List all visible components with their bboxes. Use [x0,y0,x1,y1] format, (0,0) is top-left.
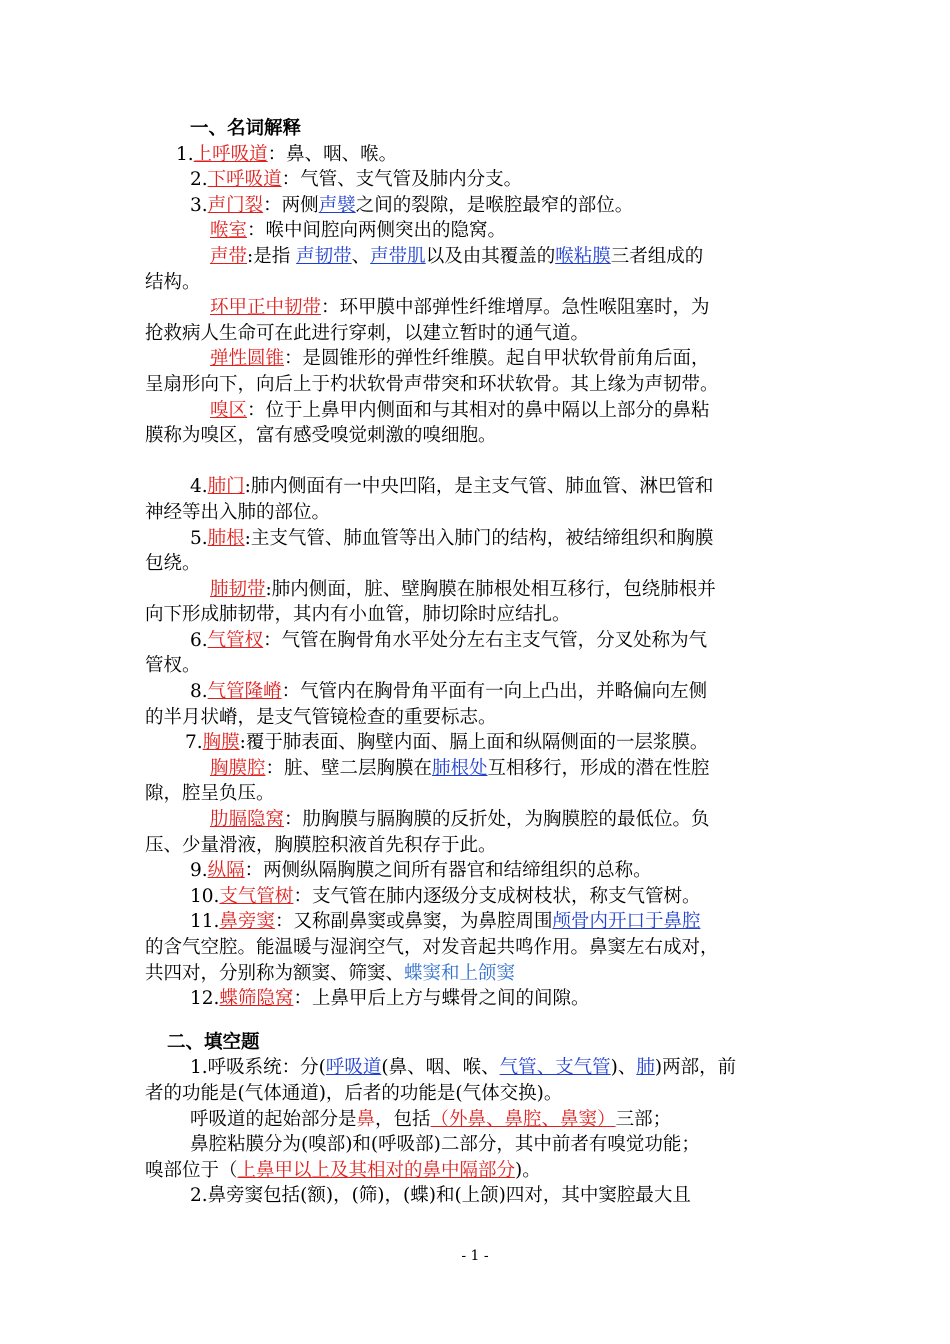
term-lung-root-link: 肺根处 [432,757,488,779]
definition-line: 膜称为嗅区，富有感受嗅觉刺激的嗅细胞。 [145,425,497,447]
definition-line: 的半月状嵴，是支气管镜检查的重要标志。 [145,706,497,728]
definition-line: 5.肺根:主支气管、肺血管等出入肺门的结构，被结缔组织和胸膜 [190,527,714,549]
definition-line: 管杈。 [145,655,201,677]
fill-in-line: 鼻腔粘膜分为(嗅部)和(呼吸部)二部分，其中前者有嗅觉功能； [190,1134,700,1156]
fill-in-line: 1.呼吸系统：分(呼吸道(鼻、咽、喉、气管、支气管)、肺)两部，前 [190,1057,737,1079]
answer-olfactory-location: 上鼻甲以上及其相对的鼻中隔部分 [237,1159,516,1181]
term-hilum-of-lung: 肺门 [207,476,245,498]
term-costodiaphragmatic-recess: 肋膈隐窝 [210,809,285,831]
definition-line: 的含气空腔。能温暖与湿润空气，对发音起共鸣作用。鼻窦左右成对， [145,937,719,958]
definition-line: 4.肺门:肺内侧面有一中央凹陷，是主支气管、肺血管、淋巴管和 [190,476,714,498]
definition-line: 环甲正中韧带：环甲膜中部弹性纤维增厚。急性喉阻塞时，为 [210,297,710,319]
term-pleural-cavity: 胸膜腔 [210,757,266,779]
definition-line: 声带:是指 声韧带、声带肌以及由其覆盖的喉粘膜三者组成的 [210,245,704,267]
fill-in-line: 呼吸道的起始部分是鼻，包括（外鼻、鼻腔、鼻窦）三部； [190,1108,672,1130]
definition-line: 弹性圆锥：是圆锥形的弹性纤维膜。起自甲状软骨前角后面， [210,348,710,370]
definition-line: 呈扇形向下，向后上于杓状软骨声带突和环状软骨。其上缘为声韧带。 [145,373,719,395]
definition-line: 6.气管杈：气管在胸骨角水平处分左右主支气管，分叉处称为气 [190,629,708,651]
definition-line: 喉室：喉中间腔向两侧突出的隐窝。 [210,220,507,242]
definition-line: 12.蝶筛隐窝：上鼻甲后上方与蝶骨之间的间隙。 [190,988,590,1010]
section-heading-definitions: 一、名词解释 [190,118,302,139]
fill-in-line: 嗅部位于（上鼻甲以上及其相对的鼻中隔部分)。 [145,1159,541,1181]
fill-in-line: 2.鼻旁窦包括(额)，(筛)，(蝶)和(上颌)四对，其中窦腔最大且 [190,1185,691,1207]
definition-line: 抢救病人生命可在此进行穿刺，以建立暂时的通气道。 [145,322,590,344]
term-sphenoid-maxillary: 蝶窦和上颌窦 [404,962,516,984]
definition-line: 7.胸膜:覆于肺表面、胸壁内面、膈上面和纵隔侧面的一层浆膜。 [185,732,709,754]
definition-line: 肋膈隐窝：肋胸膜与膈胸膜的反折处，为胸膜腔的最低位。负 [210,809,710,831]
definition-line: 向下形成肺韧带，其内有小血管，肺切除时应结扎。 [145,604,571,626]
term-lower-airway: 下呼吸道 [207,169,282,191]
term-upper-airway: 上呼吸道 [193,143,268,165]
definition-line: 9.纵隔：两侧纵隔胸膜之间所有器官和结缔组织的总称。 [190,860,652,882]
term-olfactory-region: 嗅区 [210,399,248,421]
definition-line: 神经等出入肺的部位。 [145,501,331,523]
term-root-of-lung: 肺根 [207,527,245,549]
term-sphenoethmoidal-recess: 蝶筛隐窝 [219,988,294,1010]
term-laryngeal-mucosa: 喉粘膜 [555,245,611,267]
term-rima-glottidis: 声门裂 [207,194,264,216]
section-heading-fill-in: 二、填空题 [167,1031,260,1053]
definition-line: 包绕。 [145,553,201,575]
page-number: - 1 - [461,1248,489,1264]
fill-in-line: 者的功能是(气体通道)，后者的功能是(气体交换)。 [145,1082,563,1104]
definition-line: 10.支气管树：支气管在肺内逐级分支成树枝状，称支气管树。 [190,885,701,907]
term-skull-openings: 颅骨内开口于鼻腔 [552,911,701,933]
definition-line: 胸膜腔：脏、壁二层胸膜在肺根处互相移行，形成的潜在性腔 [210,757,710,779]
term-pulmonary-ligament: 肺韧带 [210,578,266,600]
definition-line: 2.下呼吸道：气管、支气管及肺内分支。 [190,169,523,191]
term-laryngeal-ventricle: 喉室 [210,220,248,242]
answer-nose: 鼻 [356,1108,376,1130]
answer-lung: 肺 [636,1057,655,1079]
definition-line: 压、少量滑液，胸膜腔积液首先积存于此。 [145,834,497,856]
definition-line: 共四对，分别称为额窦、筛窦、蝶窦和上颌窦 [145,962,516,984]
page-content [145,116,810,1209]
term-vocal-fold: 声襞 [318,194,356,216]
definition-line: 8.气管隆嵴：气管内在胸骨角平面有一向上凸出，并略偏向左侧 [190,681,708,703]
term-carina: 气管隆嵴 [207,681,282,703]
definition-line: 隙，腔呈负压。 [145,783,275,805]
term-vocal-ligament: 声韧带 [296,245,352,267]
term-paranasal-sinuses: 鼻旁窦 [219,911,275,933]
definition-line: 肺韧带:肺内侧面，脏、壁胸膜在肺根处相互移行，包绕肺根并 [210,578,716,600]
term-vocal-cord: 声带 [210,245,248,267]
definition-line: 嗅区：位于上鼻甲内侧面和与其相对的鼻中隔以上部分的鼻粘 [210,399,710,421]
term-tracheal-bifurcation: 气管杈 [207,629,264,651]
term-median-cricothyroid-ligament: 环甲正中韧带 [210,297,322,319]
term-pleura: 胸膜 [202,732,240,754]
definition-line: 11.鼻旁窦：又称副鼻窦或鼻窦，为鼻腔周围颅骨内开口于鼻腔 [190,911,701,933]
answer-nose-parts: （外鼻、鼻腔、鼻窦） [430,1108,616,1130]
answer-trachea-bronchi: 气管、支气管 [499,1057,611,1079]
definition-line: 3.声门裂：两侧声襞之间的裂隙，是喉腔最窄的部位。 [190,194,634,216]
definition-line: 1.上呼吸道：鼻、咽、喉。 [176,143,398,165]
term-vocalis: 声带肌 [370,245,426,267]
term-mediastinum: 纵隔 [207,860,245,882]
answer-airway: 呼吸道 [325,1057,382,1079]
definition-line: 结构。 [145,271,201,293]
term-bronchial-tree: 支气管树 [219,885,294,907]
term-conus-elasticus: 弹性圆锥 [210,348,285,370]
